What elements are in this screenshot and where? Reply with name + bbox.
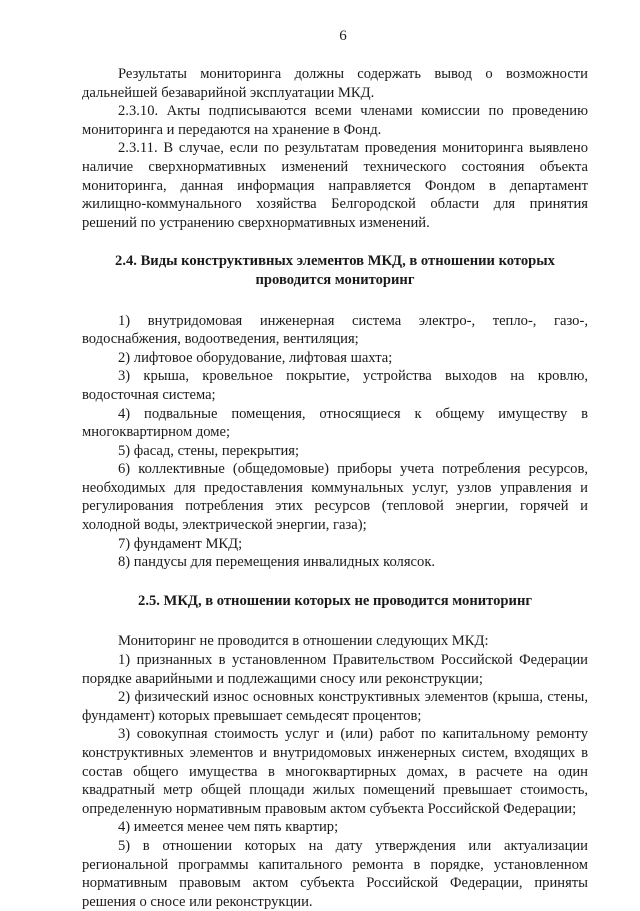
list-item: 8) пандусы для перемещения инвалидных колясок. [118, 554, 436, 571]
section-2-4-heading-line2: проводится мониторинг [255, 271, 415, 288]
page-number: 6 [339, 28, 347, 44]
section-2-4-heading-line1: 2.4. Виды конструктивных элементов МКД, в отношении которых [115, 253, 555, 270]
list-item: 3) крыша, кровельное покрытие, устройства выходов на кровлю, водосточная система; [82, 368, 588, 403]
paragraph-2-3-11: 2.3.11. В случае, если по результатам проведения мониторинга выявлено наличие сверхнормативных изменений технического состояния объекта мониторинга, данная информация направляется Фондом в департамент жилищно-коммунального хозяйства Белгородской области для принятия решений по устранению сверхнормативных изменений. [82, 140, 588, 231]
list-item: 4) подвальные помещения, относящиеся к общему имуществу в многоквартирном доме; [82, 405, 588, 441]
list-item: 7) фундамент МКД; [118, 535, 243, 552]
list-item: 4) имеется менее чем пять квартир; [118, 819, 339, 836]
list-item: 1) внутридомовая инженерная система электро-, тепло-, газо-, водоснабжения, водоотведения, вентиляция; [82, 312, 588, 348]
list-item: 2) лифтовое оборудование, лифтовая шахта; [118, 349, 393, 366]
list-item: 5) в отношении которых на дату утверждения или актуализации региональной программы капитального ремонта в порядке, установленном нормативным правовым актом субъекта Российской Федерации, приняты решения о сносе или реконструкции. [82, 837, 588, 910]
list-item: 6) коллективные (общедомовые) приборы учета потребления ресурсов, необходимых для предоставления коммунальных услуг, узлов управления и регулирования потребления этих ресурсов (тепловой энергии, горячей и холодной воды, электрической энергии, газа); [82, 461, 588, 534]
section-2-5-heading: 2.5. МКД, в отношении которых не проводится мониторинг [138, 592, 532, 609]
section-2-4-heading [82, 252, 588, 289]
paragraph-monitoring-results: Результаты мониторинга должны содержать вывод о возможности дальнейшей безаварийной эксплуатации МКД. [82, 66, 588, 101]
list-item: 5) фасад, стены, перекрытия; [118, 442, 300, 459]
list-item: 2) физический износ основных конструктивных элементов (крыша, стены, фундамент) которых превышает семьдесят процентов; [82, 689, 588, 724]
section-2-5-intro: Мониторинг не проводится в отношении следующих МКД: [118, 633, 489, 650]
list-item: 3) совокупная стоимость услуг и (или) работ по капитальному ремонту конструктивных элементов и внутридомовых инженерных систем, входящих в состав общего имущества в многоквартирных домах, в расчете на один квадратный метр общей площади жилых помещений превышает стоимость, определенную нормативным правовым актом субъекта Российской Федерации; [82, 726, 588, 817]
paragraph-2-3-10: 2.3.10. Акты подписываются всеми членами комиссии по проведению мониторинга и передаются на хранение в Фонд. [82, 103, 588, 138]
list-item: 1) признанных в установленном Правительством Российской Федерации порядке аварийными и подлежащими сносу или реконструкции; [82, 652, 588, 687]
